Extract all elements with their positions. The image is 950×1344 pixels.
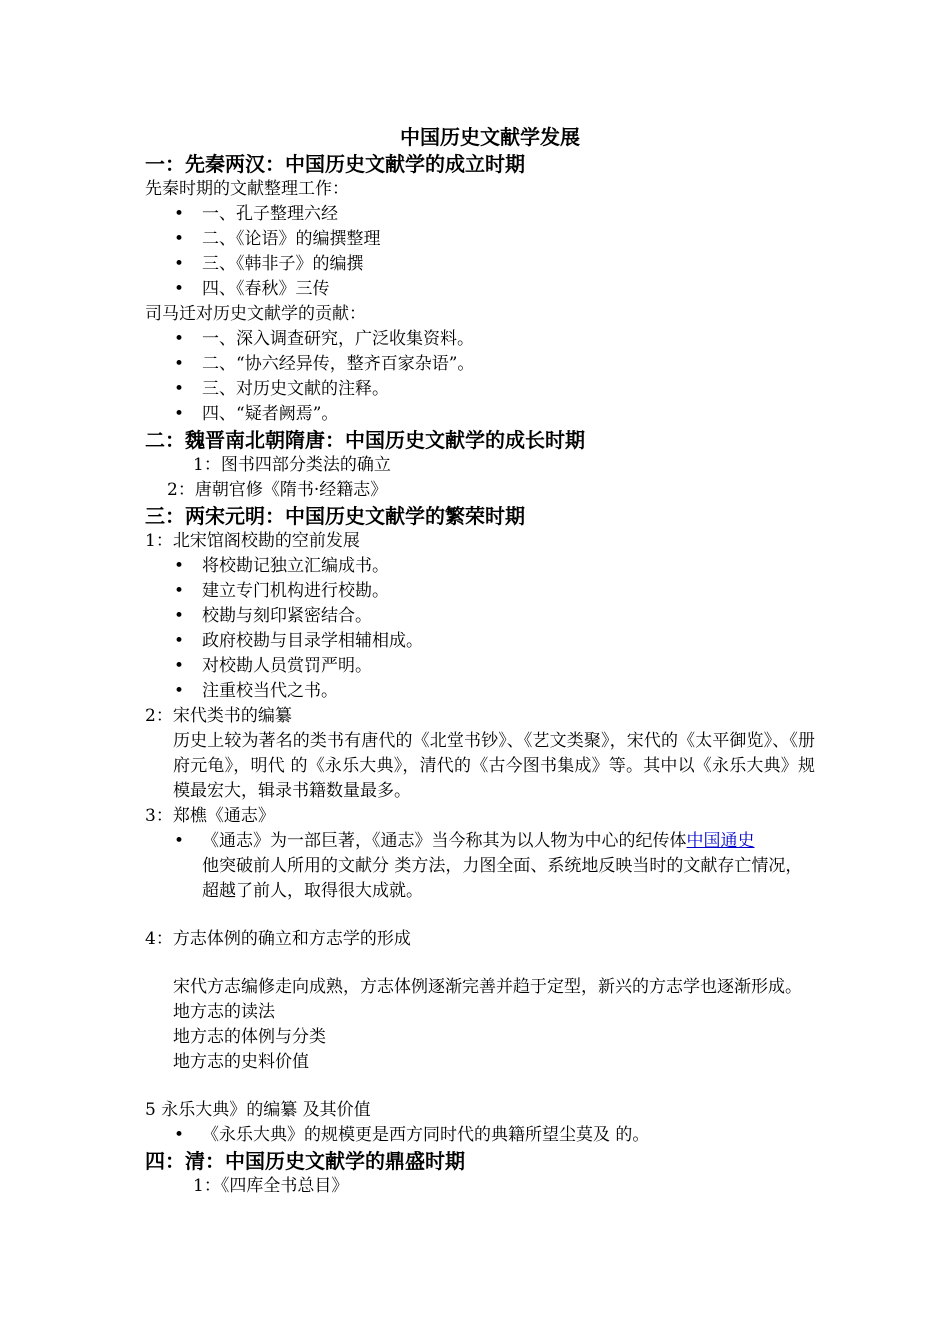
bullet-icon: • [174,229,185,249]
bullet-icon: • [174,556,185,576]
bullet-icon: • [174,379,185,399]
bullet-icon: • [174,656,185,676]
list-item: • 二、“协六经异传，整齐百家杂语”。 [145,352,815,377]
bullet-icon: • [174,354,185,374]
document-page [145,124,815,1199]
bullet-icon: • [174,631,185,651]
yongle-list [145,1123,815,1148]
list-item: • 三、《韩非子》的编撰 [145,252,815,277]
list-item: • 注重校当代之书。 [145,679,815,704]
bullet-icon: • [174,1125,185,1145]
list-item: • 四、《春秋》三传 [145,277,815,302]
gazetteer-line: 地方志的体例与分类 [173,1027,326,1047]
spacer [145,1075,815,1098]
list-item: • 建立专门机构进行校勘。 [145,579,815,604]
section-1-heading: 一：先秦两汉：中国历史文献学的成立时期 [145,152,525,176]
spacer [145,952,815,975]
section-3-sub-5: 5 永乐大典》的编纂 及其价值 [145,1100,371,1120]
bullet-icon: • [174,204,185,224]
pre-qin-list [145,202,815,302]
list-item: • 三、对历史文献的注释。 [145,377,815,402]
chinese-general-history-link[interactable]: 中国通史 [686,831,755,851]
bullet-icon: • [174,831,185,851]
encyclopedia-paragraph: 历史上较为著名的类书有唐代的《北堂书钞》、《艺文类聚》，宋代的《太平御览》、《册府元龟》，明代 的《永乐大典》，清代的《古今图书集成》等。其中以《永乐大典》规模最宏大，辑录书籍数量最多。 [173,731,815,801]
section-3-sub-2: 2：宋代类书的编纂 [145,706,292,726]
sima-qian-list [145,327,815,427]
spacer [145,904,815,927]
list-item: • 政府校勘与目录学相辅相成。 [145,629,815,654]
section-3-heading: 三：两宋元明：中国历史文献学的繁荣时期 [145,504,525,528]
section-3-sub-4: 4：方志体例的确立和方志学的形成 [145,929,411,949]
section-1-intro-pre-qin: 先秦时期的文献整理工作： [145,179,349,199]
list-item: • 将校勘记独立汇编成书。 [145,554,815,579]
list-item: • 四、“疑者阙焉”。 [145,402,815,427]
bullet-icon: • [174,279,185,299]
gazetteer-line: 地方志的史料价值 [173,1052,309,1072]
list-item: • 一、孔子整理六经 [145,202,815,227]
tongzhi-text-post: 他突破前人所用的文献分 类方法，力图全面、系统地反映当时的文献存亡情况，超越了前人，取得很大成就。 [202,856,803,901]
gazetteer-line: 地方志的读法 [173,1002,275,1022]
bullet-icon: • [174,681,185,701]
list-item: • 对校勘人员赏罚严明。 [145,654,815,679]
bullet-icon: • [174,254,185,274]
list-item [145,829,815,904]
section-3-sub-1: 1：北宋馆阁校勘的空前发展 [145,531,360,551]
section-1-intro-sima-qian: 司马迁对历史文献学的贡献： [145,304,366,324]
list-item: • 一、深入调查研究，广泛收集资料。 [145,327,815,352]
section-4-item-1: 1：《四库全书总目》 [193,1176,349,1196]
bullet-icon: • [174,606,185,626]
section-4-heading: 四：清：中国历史文献学的鼎盛时期 [145,1149,465,1173]
tongzhi-list [145,829,815,904]
section-2-item-2: 2：唐朝官修《隋书·经籍志》 [167,480,388,500]
bullet-icon: • [174,329,185,349]
list-item: • 《永乐大典》的规模更是西方同时代的典籍所望尘莫及 的。 [145,1123,815,1148]
bullet-icon: • [174,581,185,601]
tongzhi-text-pre: 《通志》为一部巨著，《通志》当今称其为以人物为中心的纪传体 [202,831,687,851]
section-2-item-1: 1：图书四部分类法的确立 [193,455,391,475]
section-2-heading: 二：魏晋南北朝隋唐：中国历史文献学的成长时期 [145,428,585,452]
collation-list [145,554,815,704]
list-item: • 校勘与刻印紧密结合。 [145,604,815,629]
section-3-sub-3: 3：郑樵《通志》 [145,806,275,826]
list-item: • 二、《论语》的编撰整理 [145,227,815,252]
gazetteer-paragraph: 宋代方志编修走向成熟，方志体例逐渐完善并趋于定型，新兴的方志学也逐渐形成。 [173,977,802,997]
document-title: 中国历史文献学发展 [400,125,580,149]
bullet-icon: • [174,404,185,424]
